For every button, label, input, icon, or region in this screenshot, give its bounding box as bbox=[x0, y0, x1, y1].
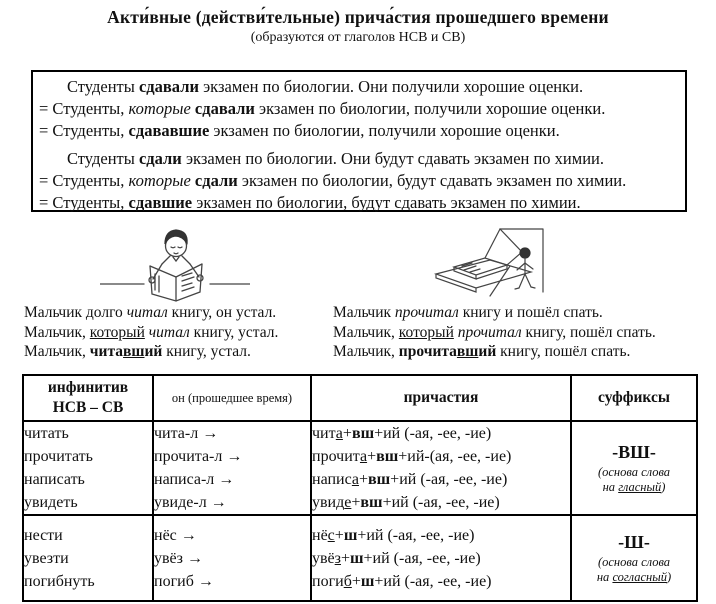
cell-infinitives bbox=[23, 421, 153, 515]
boy-going-to-sleep-illustration bbox=[428, 224, 558, 299]
table-row bbox=[23, 421, 697, 515]
suffix-note bbox=[572, 555, 696, 585]
infinitive: увезти bbox=[24, 549, 69, 567]
past-form: увиде-л → bbox=[154, 494, 227, 511]
participle-form: прочита+вш+ий-(ая, -ее, -ие) bbox=[312, 448, 512, 465]
participle-form: погиб+ш+ий (-ая, -ее, -ие) bbox=[312, 572, 492, 590]
suffix-note-line: (основа слова bbox=[597, 555, 671, 569]
example-sentence: = Студенты, которые сдавали экзамен по биологии, получили хорошие оценки. bbox=[39, 99, 606, 118]
past-form: нёс → bbox=[154, 526, 197, 544]
caption-line: Мальчик, прочитавший книгу, пошёл спать. bbox=[333, 343, 631, 360]
header-infinitive bbox=[23, 375, 153, 421]
boy-reading-illustration bbox=[100, 224, 250, 302]
infinitive: погибнуть bbox=[24, 572, 95, 590]
participle-form: написа+вш+ий (-ая, -ее, -ие) bbox=[312, 471, 508, 488]
cell-infinitives bbox=[23, 515, 153, 601]
table-header-row bbox=[23, 375, 697, 421]
participle-form: нёс+ш+ий (-ая, -ее, -ие) bbox=[312, 526, 475, 544]
suffix-note-line: на гласный) bbox=[602, 480, 666, 494]
infinitive: нести bbox=[24, 526, 63, 544]
example-sentence: = Студенты, сдававшие экзамен по биологии, получили хорошие оценки. bbox=[39, 121, 560, 140]
cell-past-forms bbox=[153, 515, 311, 601]
participle-form: увиде+вш+ий (-ая, -ее, -ие) bbox=[312, 494, 500, 511]
infinitive: увидеть bbox=[24, 494, 78, 511]
header-line: инфинитив bbox=[47, 379, 129, 396]
cell-participles bbox=[311, 421, 571, 515]
cell-participles bbox=[311, 515, 571, 601]
past-form: погиб → bbox=[154, 572, 214, 590]
past-form: написа-л → bbox=[154, 471, 235, 488]
infinitive: прочитать bbox=[24, 448, 93, 465]
caption-line: Мальчик, который прочитал книгу, пошёл спать. bbox=[333, 323, 656, 341]
caption-line: Мальчик, который читал книгу, устал. bbox=[24, 323, 279, 341]
participle-form: увёз+ш+ий (-ая, -ее, -ие) bbox=[312, 549, 481, 567]
examples-box bbox=[31, 70, 687, 212]
page-subtitle: (образуются от глаголов НСВ и СВ) bbox=[250, 30, 466, 45]
table-row bbox=[23, 515, 697, 601]
caption-reading bbox=[24, 303, 278, 362]
suffix-note-line: на согласный) bbox=[596, 570, 672, 584]
infinitive: написать bbox=[24, 471, 85, 488]
page-title: Акти́вные (действи́тельные) прича́стия прошедшего времени bbox=[107, 7, 609, 27]
suffix-value: -Ш- bbox=[618, 532, 650, 552]
header-line: НСВ – СВ bbox=[52, 399, 124, 416]
example-sentence: = Студенты, которые сдали экзамен по биологии, будут сдавать экзамен по химии. bbox=[39, 171, 627, 190]
caption-line: Мальчик, читавший книгу, устал. bbox=[24, 343, 251, 360]
participles-table bbox=[22, 374, 698, 602]
caption-line: Мальчик прочитал книгу и пошёл спать. bbox=[333, 304, 603, 321]
cell-past-forms bbox=[153, 421, 311, 515]
header-participles: причастия bbox=[311, 375, 571, 421]
past-form: увёз → bbox=[154, 549, 203, 567]
past-form: прочита-л → bbox=[154, 448, 243, 465]
participle-form: чита+вш+ий (-ая, -ее, -ие) bbox=[312, 425, 492, 442]
infinitive: читать bbox=[24, 425, 69, 442]
header-past-tense: он (прошедшее время) bbox=[153, 375, 311, 421]
cell-suffix bbox=[571, 515, 697, 601]
example-sentence: Студенты сдали экзамен по биологии. Они будут сдавать экзамен по химии. bbox=[67, 149, 604, 168]
cell-suffix bbox=[571, 421, 697, 515]
header-suffixes: суффиксы bbox=[571, 375, 697, 421]
suffix-value: -ВШ- bbox=[612, 442, 656, 462]
example-sentence: Студенты сдавали экзамен по биологии. Они получили хорошие оценки. bbox=[67, 77, 584, 96]
caption-line: Мальчик долго читал книгу, он устал. bbox=[24, 304, 277, 321]
suffix-note bbox=[572, 465, 696, 495]
past-form: чита-л → bbox=[154, 425, 219, 442]
caption-finished-reading bbox=[333, 303, 656, 362]
example-sentence: = Студенты, сдавшие экзамен по биологии, будут сдавать экзамен по химии. bbox=[39, 193, 581, 212]
suffix-note-line: (основа слова bbox=[597, 465, 671, 479]
